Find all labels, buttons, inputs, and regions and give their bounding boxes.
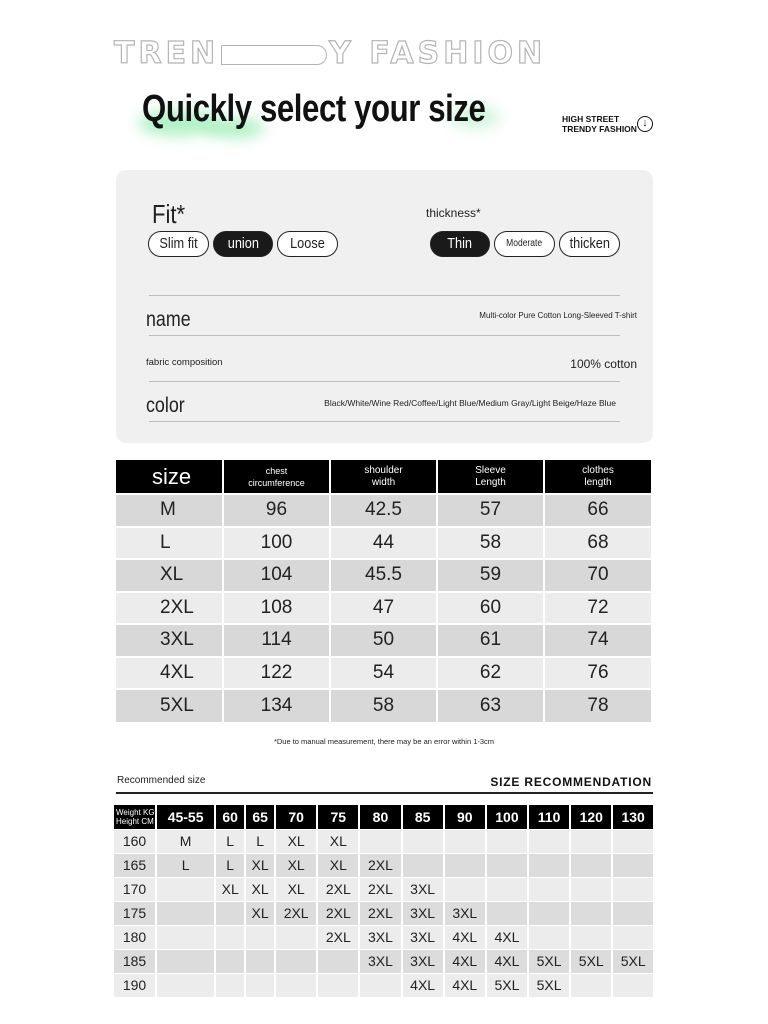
recommended-size-cell: XL xyxy=(245,901,275,925)
measurement-cell: 61 xyxy=(437,624,544,657)
recommended-size-cell xyxy=(317,949,359,973)
arrow-down-circle-icon: ↓ xyxy=(637,116,653,132)
weight-header: 75 xyxy=(317,805,359,829)
measurement-cell: 68 xyxy=(544,527,651,560)
fabric-value: 100% cotton xyxy=(570,357,637,371)
table-row xyxy=(116,657,651,690)
recommended-size-cell xyxy=(612,853,653,877)
size-chart-table xyxy=(116,460,651,722)
size-cell: M xyxy=(116,494,223,527)
recommended-size-cell xyxy=(570,829,612,853)
table-row xyxy=(116,494,651,527)
badge-line-1: HIGH STREET xyxy=(562,114,620,124)
recommended-size-cell: 3XL xyxy=(402,925,444,949)
recommended-size-cell: 2XL xyxy=(317,877,359,901)
measurement-cell: 104 xyxy=(223,559,330,592)
thickness-option-moderate: Moderate xyxy=(494,231,555,257)
size-cell: 2XL xyxy=(116,592,223,625)
divider xyxy=(149,381,620,382)
page-title: Quickly select your size xyxy=(142,88,486,130)
measurement-cell: 78 xyxy=(544,689,651,722)
measurement-cell: 47 xyxy=(330,592,437,625)
header-clothes-length: clothes length xyxy=(544,460,651,494)
recommended-size-cell xyxy=(528,901,570,925)
recommended-size-cell: XL xyxy=(275,829,317,853)
size-cell: 3XL xyxy=(116,624,223,657)
weight-header: 60 xyxy=(215,805,245,829)
brand-logo xyxy=(114,36,546,71)
measurement-cell: 66 xyxy=(544,494,651,527)
thickness-label: thickness* xyxy=(426,206,481,220)
recommended-size-cell: XL xyxy=(317,829,359,853)
weight-header: 120 xyxy=(570,805,612,829)
recommended-size-cell: 2XL xyxy=(359,877,401,901)
recommended-size-cell xyxy=(444,829,486,853)
height-cell: 190 xyxy=(114,973,156,997)
measurement-cell: 62 xyxy=(437,657,544,690)
recommended-size-cell xyxy=(570,877,612,901)
recommended-size-cell: XL xyxy=(275,853,317,877)
measurement-cell: 96 xyxy=(223,494,330,527)
measurement-cell: 44 xyxy=(330,527,437,560)
size-cell: 5XL xyxy=(116,689,223,722)
weight-header: 45-55 xyxy=(156,805,215,829)
measurement-cell: 45.5 xyxy=(330,559,437,592)
recommended-size-cell xyxy=(317,973,359,997)
measurement-cell: 59 xyxy=(437,559,544,592)
height-cell: 180 xyxy=(114,925,156,949)
recommended-size-cell xyxy=(156,901,215,925)
fit-option-union: union xyxy=(213,231,273,257)
recommended-size-cell: L xyxy=(156,853,215,877)
recommended-size-cell xyxy=(612,925,653,949)
weight-header: 65 xyxy=(245,805,275,829)
recommended-size-cell: XL xyxy=(215,877,245,901)
weight-header: 70 xyxy=(275,805,317,829)
weight-header: 85 xyxy=(402,805,444,829)
recommended-size-cell xyxy=(570,901,612,925)
recommended-size-cell: L xyxy=(215,853,245,877)
recommended-size-cell xyxy=(245,925,275,949)
table-row xyxy=(116,559,651,592)
table-row xyxy=(114,973,653,997)
divider xyxy=(149,421,620,422)
recommended-size-cell xyxy=(612,829,653,853)
table-row xyxy=(114,829,653,853)
measurement-cell: 60 xyxy=(437,592,544,625)
recommended-size-cell: 4XL xyxy=(444,949,486,973)
recommended-size-cell xyxy=(612,973,653,997)
table-row xyxy=(114,925,653,949)
size-cell: XL xyxy=(116,559,223,592)
recommended-size-cell: 3XL xyxy=(402,949,444,973)
recommended-size-cell xyxy=(245,949,275,973)
recommended-size-cell xyxy=(612,901,653,925)
size-cell: 4XL xyxy=(116,657,223,690)
measurement-cell: 134 xyxy=(223,689,330,722)
recommended-size-cell xyxy=(528,829,570,853)
height-cell: 175 xyxy=(114,901,156,925)
name-value: Multi-color Pure Cotton Long-Sleeved T-shirt xyxy=(479,311,637,320)
measurement-cell: 50 xyxy=(330,624,437,657)
measurement-cell: 108 xyxy=(223,592,330,625)
recommended-size-cell xyxy=(528,853,570,877)
height-cell: 185 xyxy=(114,949,156,973)
recommended-size-cell xyxy=(486,853,528,877)
measurement-cell: 58 xyxy=(437,527,544,560)
divider xyxy=(116,792,653,794)
weight-header: 80 xyxy=(359,805,401,829)
table-row xyxy=(114,853,653,877)
recommended-size-cell xyxy=(528,877,570,901)
recommended-size-cell: 2XL xyxy=(359,901,401,925)
header-chest: chest circumference xyxy=(223,460,330,494)
fabric-label: fabric composition xyxy=(146,357,223,368)
recommended-size-cell: 3XL xyxy=(402,901,444,925)
measurement-cell: 76 xyxy=(544,657,651,690)
recommended-size-cell: 2XL xyxy=(317,925,359,949)
recommended-size-cell: M xyxy=(156,829,215,853)
measurement-cell: 74 xyxy=(544,624,651,657)
recommended-size-cell xyxy=(528,925,570,949)
table-row xyxy=(116,689,651,722)
recommended-size-cell xyxy=(215,901,245,925)
fit-label: Fit* xyxy=(152,199,186,229)
recommended-size-cell: 5XL xyxy=(570,949,612,973)
table-row xyxy=(116,527,651,560)
measurement-cell: 72 xyxy=(544,592,651,625)
recommended-size-cell xyxy=(156,973,215,997)
recommended-size-cell xyxy=(156,877,215,901)
recommended-size-cell xyxy=(215,949,245,973)
brand-text-left: TREN xyxy=(114,36,220,71)
recommendation-header-row xyxy=(114,805,653,829)
recommended-size-label: Recommended size xyxy=(117,775,206,786)
recommended-size-cell xyxy=(156,949,215,973)
measurement-cell: 100 xyxy=(223,527,330,560)
recommended-size-cell xyxy=(444,877,486,901)
thickness-option-thicken: thicken xyxy=(559,231,620,257)
height-cell: 170 xyxy=(114,877,156,901)
recommended-size-cell: 3XL xyxy=(359,949,401,973)
recommended-size-cell: 5XL xyxy=(528,949,570,973)
table-row xyxy=(114,901,653,925)
header-shoulder: shoulder width xyxy=(330,460,437,494)
thickness-option-thin: Thin xyxy=(430,231,490,257)
weight-header: 110 xyxy=(528,805,570,829)
recommended-size-cell xyxy=(275,949,317,973)
fit-option-slim: Slim fit xyxy=(148,231,209,257)
recommended-size-cell xyxy=(402,853,444,877)
badge-line-2: TRENDY FASHION xyxy=(562,124,637,134)
size-cell: L xyxy=(116,527,223,560)
measurement-cell: 122 xyxy=(223,657,330,690)
measurement-cell: 70 xyxy=(544,559,651,592)
recommended-size-cell: XL xyxy=(245,877,275,901)
recommended-size-cell: 5XL xyxy=(612,949,653,973)
recommended-size-cell: 4XL xyxy=(444,925,486,949)
recommended-size-cell xyxy=(486,829,528,853)
brand-logo-frame xyxy=(221,45,327,65)
recommended-size-cell xyxy=(359,973,401,997)
size-recommendation-table xyxy=(114,805,653,997)
recommended-size-cell xyxy=(570,973,612,997)
brand-text-right: Y FASHION xyxy=(329,36,547,71)
recommended-size-cell: L xyxy=(245,829,275,853)
badge-text xyxy=(562,114,637,134)
height-cell: 160 xyxy=(114,829,156,853)
name-label: name xyxy=(146,308,191,331)
recommended-size-cell xyxy=(215,973,245,997)
recommended-size-cell xyxy=(245,973,275,997)
weight-height-corner: Weight KG Height CM xyxy=(114,805,156,829)
recommended-size-cell: 2XL xyxy=(317,901,359,925)
size-table-header-row xyxy=(116,460,651,494)
recommended-size-cell xyxy=(486,877,528,901)
recommended-size-cell xyxy=(570,853,612,877)
weight-header: 130 xyxy=(612,805,653,829)
height-cell: 165 xyxy=(114,853,156,877)
table-row xyxy=(114,949,653,973)
table-row xyxy=(116,624,651,657)
recommended-size-cell: 5XL xyxy=(528,973,570,997)
recommended-size-cell: XL xyxy=(275,877,317,901)
measurement-cell: 114 xyxy=(223,624,330,657)
measurement-cell: 63 xyxy=(437,689,544,722)
divider xyxy=(149,295,620,296)
recommended-size-cell xyxy=(215,925,245,949)
measurement-cell: 58 xyxy=(330,689,437,722)
recommended-size-cell xyxy=(444,853,486,877)
size-recommendation-title: SIZE RECOMMENDATION xyxy=(490,775,652,789)
recommended-size-cell xyxy=(156,925,215,949)
recommended-size-cell: 4XL xyxy=(486,949,528,973)
recommended-size-cell: 5XL xyxy=(486,973,528,997)
recommended-size-cell xyxy=(612,877,653,901)
header-sleeve: Sleeve Length xyxy=(437,460,544,494)
recommended-size-cell xyxy=(275,973,317,997)
weight-header: 90 xyxy=(444,805,486,829)
recommended-size-cell: XL xyxy=(317,853,359,877)
table-row xyxy=(116,592,651,625)
divider xyxy=(149,335,620,336)
color-value: Black/White/Wine Red/Coffee/Light Blue/Medium Gray/Light Beige/Haze Blue xyxy=(324,398,616,408)
recommended-size-cell xyxy=(275,925,317,949)
recommended-size-cell: 2XL xyxy=(359,853,401,877)
recommended-size-cell: 3XL xyxy=(402,877,444,901)
measurement-cell: 42.5 xyxy=(330,494,437,527)
color-label: color xyxy=(146,394,185,417)
recommended-size-cell: L xyxy=(215,829,245,853)
header-size: size xyxy=(116,460,223,494)
recommended-size-cell: 3XL xyxy=(359,925,401,949)
recommended-size-cell xyxy=(359,829,401,853)
recommended-size-cell: 3XL xyxy=(444,901,486,925)
recommended-size-cell xyxy=(402,829,444,853)
recommended-size-cell: 4XL xyxy=(444,973,486,997)
measurement-cell: 54 xyxy=(330,657,437,690)
fit-option-loose: Loose xyxy=(277,231,338,257)
recommended-size-cell: 4XL xyxy=(402,973,444,997)
measurement-cell: 57 xyxy=(437,494,544,527)
recommended-size-cell xyxy=(570,925,612,949)
recommended-size-cell: 4XL xyxy=(486,925,528,949)
recommended-size-cell: XL xyxy=(245,853,275,877)
recommended-size-cell xyxy=(486,901,528,925)
measurement-note: *Due to manual measurement, there may be an error within 1-3cm xyxy=(273,737,495,746)
table-row xyxy=(114,877,653,901)
recommended-size-cell: 2XL xyxy=(275,901,317,925)
weight-header: 100 xyxy=(486,805,528,829)
